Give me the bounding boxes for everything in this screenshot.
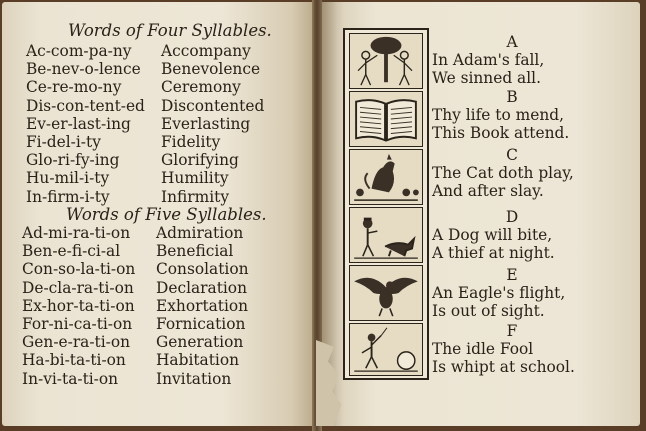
rhyme-line: Thy life to mend, [432,106,565,124]
split-word: Gen-e-ra-ti-on [22,333,131,352]
whole-word: Fornication [156,314,246,333]
whole-word: Admiration [156,224,244,242]
whole-word: Infirmity [161,187,230,206]
whole-word: Glorifying [161,151,239,170]
rhyme-letter: A [506,33,518,51]
rhyme-line: A Dog will bite, [432,226,553,244]
open-book-icon [349,91,423,147]
whole-word: Consolation [156,260,249,279]
split-word: Ce-re-mo-ny [26,78,122,97]
whole-word: Beneficial [156,242,234,261]
rhyme-letter: F [506,322,518,340]
split-word: Ha-bi-ta-ti-on [22,351,126,370]
split-word: In-firm-i-ty [26,187,110,206]
rhyme-line: In Adam's fall, [432,51,545,69]
rhyme-line: A thief at night. [432,244,555,262]
split-word: Dis-con-tent-ed [26,96,145,115]
rhyme-d [432,208,632,262]
whole-word: Invitation [156,369,232,388]
dog-thief-icon [349,207,423,263]
rhyme-line: The Cat doth play, [432,164,574,182]
split-word: In-vi-ta-ti-on [22,369,119,388]
rhyme-e [432,266,632,320]
split-word: Glo-ri-fy-ing [26,151,120,170]
rhyme-line: The idle Fool [432,340,534,358]
whole-word: Exhortation [156,296,249,315]
heading-five-syllables: Words of Five Syllables. [66,205,267,224]
split-word: Fi-del-i-ty [26,132,101,151]
rhyme-letter: D [505,208,519,226]
whole-word: Ceremony [161,78,241,97]
split-word: Ev-er-last-ing [26,114,131,133]
split-word: Hu-mil-i-ty [26,169,110,188]
rhyme-c [432,146,632,200]
split-word: Ben-e-fi-ci-al [22,242,121,261]
rhyme-line: Is out of sight. [432,302,545,320]
four-syllable-split-column [26,42,145,206]
woodcut-strip [343,28,429,380]
rhyme-b [432,88,632,142]
split-word: Be-nev-o-lence [26,60,141,79]
rhyme-letter: C [506,146,518,164]
adam-eve-tree-icon [349,33,423,89]
whole-word: Discontented [161,96,265,115]
rhyme-line: This Book attend. [432,124,570,142]
rhyme-line: We sinned all. [432,69,541,87]
whole-word: Habitation [156,351,240,370]
split-word: De-cla-ra-ti-on [22,278,134,297]
split-word: For-ni-ca-ti-on [22,314,133,333]
rhyme-line: An Eagle's flight, [432,284,566,302]
whole-word: Everlasting [161,114,251,133]
split-word: Ad-mi-ra-ti-on [22,224,131,242]
heading-four-syllables: Words of Four Syllables. [68,21,272,40]
whole-word: Generation [156,333,244,352]
rhyme-f [432,322,632,376]
eagle-icon [349,265,423,321]
split-word: Ac-com-pa-ny [26,42,132,60]
split-word: Con-so-la-ti-on [22,260,136,279]
cat-icon [349,149,423,205]
whole-word: Humility [161,169,229,188]
rhyme-a [432,33,632,87]
whole-word: Accompany [161,42,251,60]
whole-word: Declaration [156,278,247,297]
five-syllable-word-column [156,224,249,388]
split-word: Ex-hor-ta-ti-on [22,296,135,315]
rhyme-letter: E [506,266,518,284]
rhyme-line: Is whipt at school. [432,358,575,376]
four-syllable-word-column [161,42,264,206]
rhyme-letter: B [506,88,518,106]
five-syllable-split-column [22,224,135,388]
whole-word: Benevolence [161,60,261,79]
rhyme-line: And after slay. [432,182,544,200]
whole-word: Fidelity [161,132,221,151]
fool-icon [349,323,423,376]
